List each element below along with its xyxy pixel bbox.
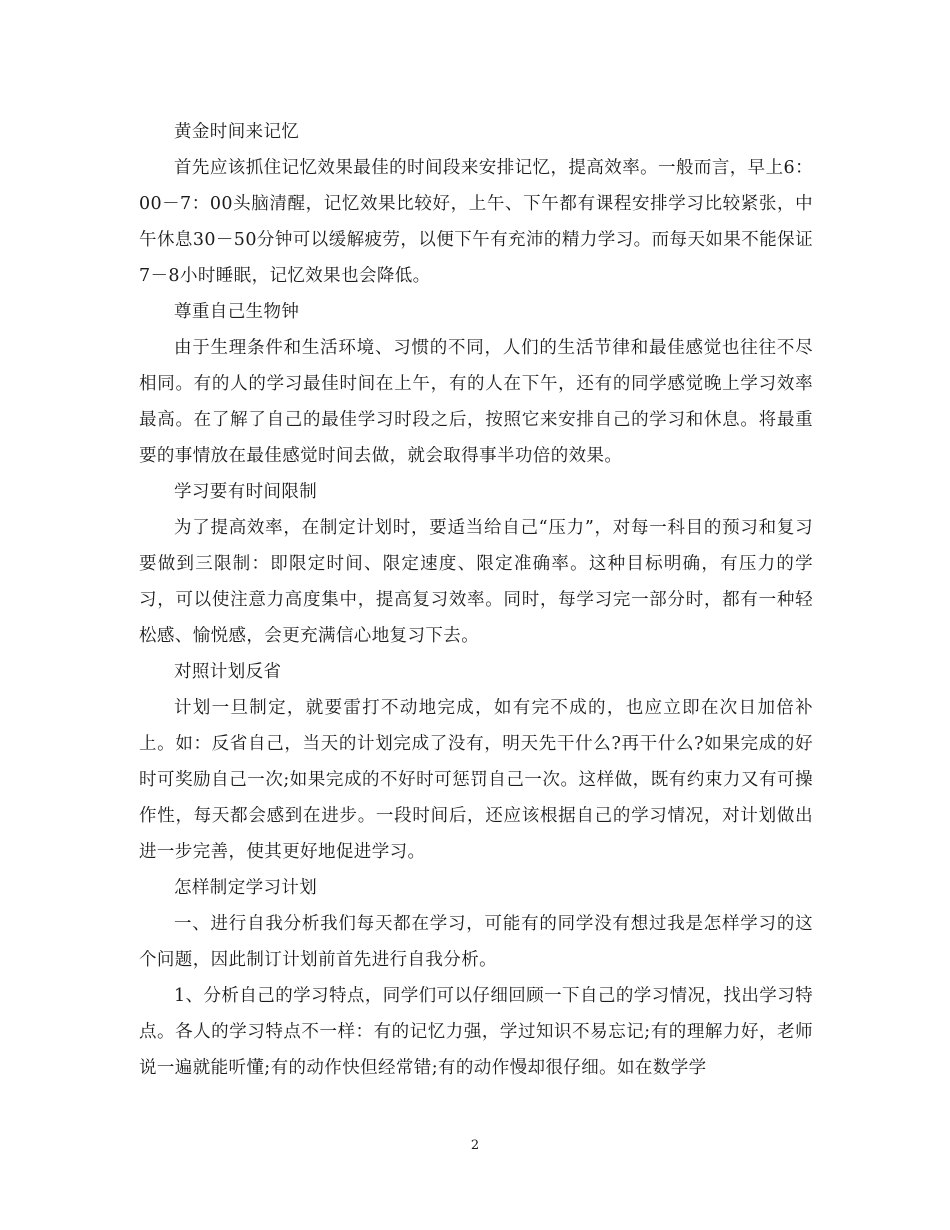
paragraph: 由于生理条件和生活环境、习惯的不同，人们的生活节律和最佳感觉也往往不尽相同。有的人的学习最佳时间在上午，有的人在下午，还有的同学感觉晚上学习效率最高。在了解了自己的最佳学习时段之后，按照它来安排自己的学习和休息。将最重要的事情放在最佳感觉时间去做，就会取得事半功倍的效果。 bbox=[139, 338, 813, 466]
document-body bbox=[139, 114, 813, 1086]
paragraph: 为了提高效率，在制定计划时，要适当给自己“压力”，对每一科目的预习和复习要做到三限制：即限定时间、限定速度、限定准确率。这种目标明确，有压力的学习，可以使注意力高度集中，提高复习效率。同时，每学习完一部分时，都有一种轻松感、愉悦感，会更充满信心地复习下去。 bbox=[139, 518, 813, 646]
page-number: 2 bbox=[470, 1138, 480, 1153]
section-heading: 尊重自己生物钟 bbox=[174, 302, 300, 322]
paragraph: 首先应该抓住记忆效果最佳的时间段来安排记忆，提高效率。一般而言，早上6：00－7：00头脑清醒，记忆效果比较好，上午、下午都有课程安排学习比较紧张，中午休息30－50分钟可以缓解疲劳，以便下午有充沛的精力学习。而每天如果不能保证7－8小时睡眠，记忆效果也会降低。 bbox=[139, 158, 813, 286]
section-heading: 对照计划反省 bbox=[174, 662, 282, 682]
section-heading: 学习要有时间限制 bbox=[174, 482, 318, 502]
section-heading: 黄金时间来记忆 bbox=[174, 122, 300, 142]
paragraph: 一、进行自我分析我们每天都在学习，可能有的同学没有想过我是怎样学习的这个问题，因此制订计划前首先进行自我分析。 bbox=[139, 914, 813, 970]
section-heading: 怎样制定学习计划 bbox=[174, 878, 318, 898]
paragraph: 1、分析自己的学习特点，同学们可以仔细回顾一下自己的学习情况，找出学习特点。各人的学习特点不一样：有的记忆力强，学过知识不易忘记;有的理解力好，老师说一遍就能听懂;有的动作快但经常错;有的动作慢却很仔细。如在数学学 bbox=[139, 986, 813, 1078]
paragraph: 计划一旦制定，就要雷打不动地完成，如有完不成的，也应立即在次日加倍补上。如：反省自己，当天的计划完成了没有，明天先干什么?再干什么?如果完成的好时可奖励自己一次;如果完成的不好时可惩罚自己一次。这样做，既有约束力又有可操作性，每天都会感到在进步。一段时间后，还应该根据自己的学习情况，对计划做出进一步完善，使其更好地促进学习。 bbox=[139, 698, 813, 862]
